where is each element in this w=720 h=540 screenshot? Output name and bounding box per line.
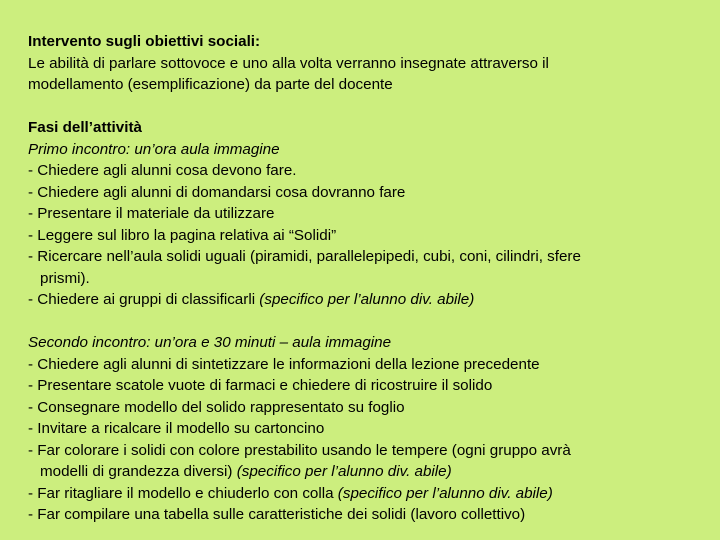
list-item: - Presentare scatole vuote di farmaci e chiedere di ricostruire il solido xyxy=(28,377,493,394)
list-item-text: - Far ritagliare il modello e chiuderlo con colla xyxy=(28,484,338,502)
phases-section xyxy=(28,117,708,311)
list-item xyxy=(28,289,708,311)
list-item-continuation xyxy=(28,461,708,483)
special-needs-note: (specifico per l’alunno div. abile) xyxy=(259,291,475,308)
list-item-text: - Chiedere ai gruppi di classificarli xyxy=(28,291,260,308)
list-item: - Ricercare nell’aula solidi uguali (piramidi, parallelepipedi, cubi, coni, cilindri, sfere xyxy=(28,248,581,265)
second-meeting-section xyxy=(28,332,708,526)
objectives-text-line: modellamento (esemplificazione) da parte del docente xyxy=(28,76,393,93)
list-item: - Consegnare modello del solido rappresentato su foglio xyxy=(28,398,405,416)
objectives-section xyxy=(28,31,708,96)
objectives-text-line: Le abilità di parlare sottovoce e uno alla volta verranno insegnate attraverso il xyxy=(28,54,549,72)
second-meeting-title: Secondo incontro: un’ora e 30 minuti – aula immagine xyxy=(28,334,392,351)
list-item-text: modelli di grandezza diversi) xyxy=(40,463,237,480)
list-item: - Leggere sul libro la pagina relativa ai “Solidi” xyxy=(28,226,337,244)
list-item: - Presentare il materiale da utilizzare xyxy=(28,205,275,222)
list-item-continuation: prismi). xyxy=(40,269,90,287)
list-item: - Chiedere agli alunni di sintetizzare le informazioni della lezione precedente xyxy=(28,355,540,373)
special-needs-note: (specifico per l’alunno div. abile) xyxy=(337,484,553,502)
list-item: - Far colorare i solidi con colore prestabilito usando le tempere (ogni gruppo avrà xyxy=(28,441,571,459)
list-item: - Invitare a ricalcare il modello su cartoncino xyxy=(28,420,325,437)
special-needs-note: (specifico per l’alunno div. abile) xyxy=(236,463,452,480)
phases-heading: Fasi dell’attività xyxy=(28,119,142,136)
list-item: - Chiedere agli alunni di domandarsi cosa dovranno fare xyxy=(28,183,406,201)
list-item: - Chiedere agli alunni cosa devono fare. xyxy=(28,162,297,179)
list-item xyxy=(28,483,708,505)
objectives-heading: Intervento sugli obiettivi sociali: xyxy=(28,33,261,50)
first-meeting-title: Primo incontro: un’ora aula immagine xyxy=(28,140,280,158)
list-item: - Far compilare una tabella sulle caratteristiche dei solidi (lavoro collettivo) xyxy=(28,506,526,523)
